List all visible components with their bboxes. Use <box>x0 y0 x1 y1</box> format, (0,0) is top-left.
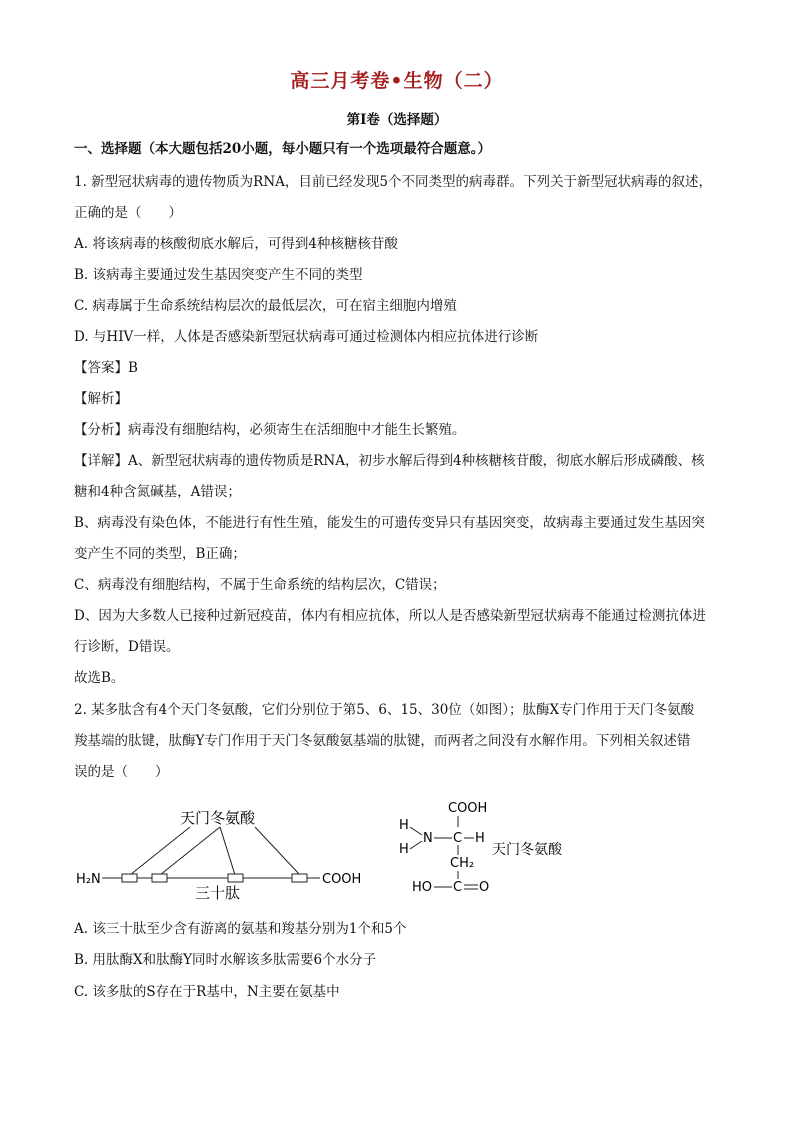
connector-line <box>130 827 190 875</box>
q1-option-d: D. 与HIV一样，人体是否感染新型冠状病毒可通过检测体内相应抗体进行诊断 <box>74 329 539 345</box>
q1-option-b: B. 该病毒主要通过发生基因突变产生不同的类型 <box>74 267 363 283</box>
q1-option-c: C. 病毒属于生命系统结构层次的最低层次，可在宿主细胞内增殖 <box>74 298 457 314</box>
q1-detail-2: 糖和4种含氮碱基，A错误； <box>74 484 241 500</box>
residue-15 <box>228 874 243 882</box>
mol-o: O <box>479 880 490 895</box>
q1-detail-4: 变产生不同的类型，B正确； <box>74 546 246 562</box>
aspartic-acid-structure <box>390 795 590 900</box>
bond <box>410 841 422 849</box>
q1-conclusion: 故选B。 <box>74 670 125 686</box>
q2-option-b: B. 用肽酶X和肽酶Y同时水解该多肽需要6个水分子 <box>74 952 377 968</box>
answer-value: B <box>128 360 138 376</box>
mol-h3: H <box>475 831 485 846</box>
residue-6 <box>152 874 167 882</box>
answer-label: 【答案】 <box>74 360 128 376</box>
page-title: 高三月考卷•生物（二） <box>290 70 504 92</box>
q1-detail-5: C、病毒没有细胞结构，不属于生命系统的结构层次，C错误； <box>74 577 446 593</box>
q2-stem-line3: 误的是（ ） <box>74 764 169 780</box>
q1-stem-line1: 1. 新型冠状病毒的遗传物质为RNA，目前已经发现5个不同类型的病毒群。下列关于新型冠状病毒的叙述， <box>74 174 712 190</box>
q1-answer <box>74 359 724 377</box>
q1-detail-3: B、病毒没有染色体，不能进行有性生殖，能发生的可遗传变异只有基因突变，故病毒主要通过发生基因突 <box>74 515 705 531</box>
part-heading: 一、选择题（本大题包括20小题，每小题只有一个选项最符合题意。） <box>74 141 492 157</box>
mol-ho: HO <box>412 880 433 895</box>
q1-option-a: A. 将该病毒的核酸彻底水解后，可得到4种核糖核苷酸 <box>74 236 398 252</box>
q2-stem-line2: 羧基端的肽键，肽酶Y专门作用于天门冬氨酸氨基端的肽键，而两者之间没有水解作用。下列相关叙述错 <box>74 733 691 749</box>
q1-detail-1: 【详解】A、新型冠状病毒的遗传物质是RNA，初步水解后得到4种核糖核苷酸，彻底水解后形成磷酸、核 <box>74 453 705 469</box>
mol-h1: H <box>399 818 409 833</box>
q2-option-c: C. 该多肽的S存在于R基中，N主要在氨基中 <box>74 984 340 1000</box>
q1-fenxi: 【分析】病毒没有细胞结构，必须寄生在活细胞中才能生长繁殖。 <box>74 422 466 438</box>
mol-n: N <box>423 831 433 846</box>
mol-cooh: COOH <box>448 801 488 816</box>
residue-30 <box>292 874 307 882</box>
q2-option-a: A. 该三十肽至少含有游离的氨基和羧基分别为1个和5个 <box>74 921 407 937</box>
bond <box>410 827 422 835</box>
mol-name: 天门冬氨酸 <box>492 842 562 858</box>
mol-c2: C <box>453 880 463 895</box>
connector-line <box>160 827 220 875</box>
mol-ch2: CH₂ <box>450 856 475 871</box>
q2-stem-line1: 2. 某多肽含有4个天门冬氨酸，它们分别位于第5、6、15、30位（如图）；肽酶X专门作用于天门冬氨酸 <box>74 702 695 718</box>
q1-detail-7: 行诊断，D错误。 <box>74 639 180 655</box>
residue-5 <box>122 874 137 882</box>
mol-c: C <box>453 831 463 846</box>
connector-line <box>220 827 235 875</box>
q1-analysis-label: 【解析】 <box>74 391 128 407</box>
q1-stem-line2: 正确的是（ ） <box>74 205 182 221</box>
peptide-label: 三十肽 <box>195 884 241 900</box>
section-title: 第I卷（选择题） <box>346 112 448 128</box>
asp-label: 天门冬氨酸 <box>180 809 256 827</box>
mol-h2: H <box>399 842 409 857</box>
connector-line <box>255 827 300 875</box>
q1-detail-6: D、因为大多数人已接种过新冠疫苗，体内有相应抗体，所以人是否感染新型冠状病毒不能通过检测抗体进 <box>74 608 706 624</box>
n-terminus: H₂N <box>76 872 101 887</box>
c-terminus: COOH <box>322 872 362 887</box>
